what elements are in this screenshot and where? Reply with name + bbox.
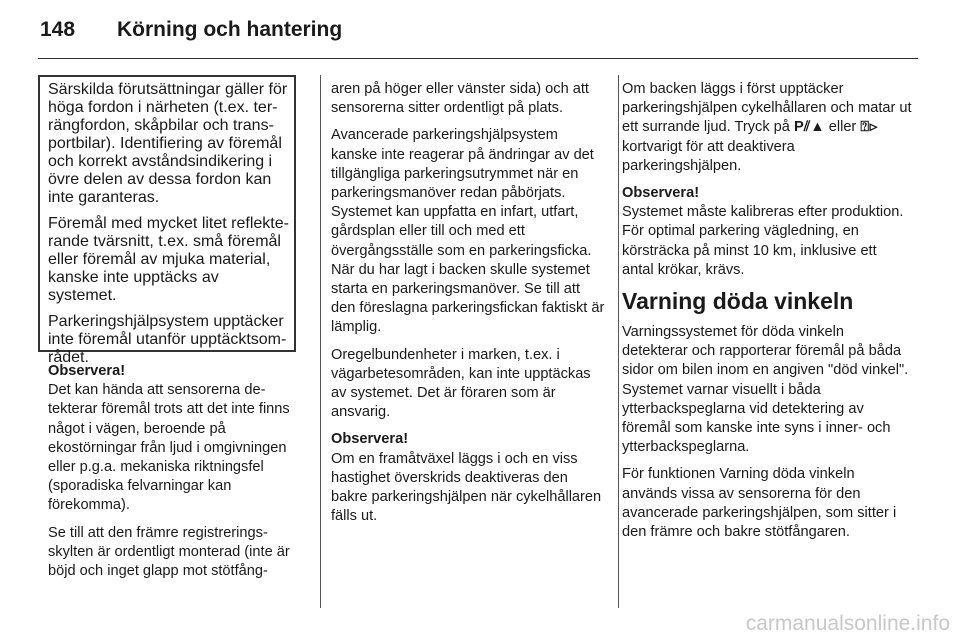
paragraph: Oregelbundenheter i marken, t.ex. i vägarbetesområden, kan inte upptäckas av systemet. Det är föraren som är ansvarig. [331,346,591,421]
box-paragraph: Föremål med mycket litet reflekterande tvärsnitt, t.ex. små föremål eller föremål av mjuka material, kanske inte upptäcks av systemet. [48,215,289,304]
paragraph: Avancerade parkeringshjälpsystem kanske inte reagerar på ändringar av det tillgängliga parkeringsutrymmet när en parkeringsmanöver redan påbörjats. Systemet kan uppfatta en infart, utfart, gårdsplan eller till och med ett övergångsställe som en parkeringsficka. När du har lagt i backen skulle systemet starta en parkeringsmanöver. Se till att den föreslagna parkeringsfickan faktiskt är lämplig. [331,127,605,336]
paragraph-text: eller [828,119,857,136]
chapter-title: Körning och hantering [117,18,343,41]
section-heading: Varning döda vinkeln [622,288,854,315]
column-1-lower [48,362,308,589]
note-title: Observera! [622,185,700,202]
note-text: Systemet måste kalibreras efter produktion. För optimal parkering vägledning, en körsträcka på minst 10 km, inklusive ett antal krökar, krävs. [622,204,904,278]
note-text: Om en framåtväxel läggs i och en viss hastighet överskrids deaktiveras den bakre parkeringshjälpen när cykelhållaren fälls ut. [331,450,602,525]
watermark: carmanualsonline.info [745,612,950,635]
box-paragraph: Särskilda förutsättningar gäller för höga fordon i närheten (t.ex. terrängfordon, skåpbilar och transportbilar). Identifiering av föremål och korrekt avståndsindikering i övre delen av dessa fordon kan inte garanteras. [48,81,288,206]
paragraph: För funktionen Varning döda vinkeln används vissa av sensorerna för den avancerade parkeringshjälpen, som sitter i den främre och bakre stötfångaren. [622,466,897,541]
paragraph: aren på höger eller vänster sida) och att sensorerna sitter ordentligt på plats. [331,81,589,117]
paragraph: Varningssystemet för döda vinkeln detekterar och rapporterar föremål på båda sidor om bilen inom en angiven "död vinkel". Systemet varnar visuellt i båda ytterbackspeglarna vid detektering av föremål som kanske inte syns i inner- och ytterbackspeglarna. [622,324,909,456]
paragraph-text: Om backen läggs i först upptäcker parkeringshjälpen cykelhållaren och matar ut ett surrande ljud. Tryck på [622,81,912,136]
caution-box [38,75,296,366]
park-assist-off-icon: ⍰⊳ [860,119,878,136]
note-title: Observera! [331,431,409,448]
note-title: Observera! [48,363,126,379]
column-divider [618,75,619,608]
column-3 [622,80,912,550]
box-paragraph: Parkeringshjälpsystem upptäcker inte föremål utanför upptäcktsområdet. [48,313,287,366]
paragraph-text: kortvarigt för att deaktivera parkeringshjälpen. [622,138,795,174]
column-2 [331,80,606,534]
paragraph: Se till att den främre registreringsskylten är ordentligt monterad (inte är böjd och inget glapp mot stötfång- [48,524,290,580]
page-header [0,0,960,60]
paragraph [622,80,912,176]
note-text: Det kan hända att sensorerna detekterar föremål trots att det inte finns något i vägen, beroende på ekostörningar från ljud i omgivningen eller p.g.a. mekaniska riktningsfel (sporadiska felvarningar kan förekomma). [48,382,290,514]
column-divider [320,75,321,608]
page-number: 148 [40,18,76,41]
park-assist-button-icon: P⫽▲ [793,119,825,136]
header-rule [38,58,918,59]
